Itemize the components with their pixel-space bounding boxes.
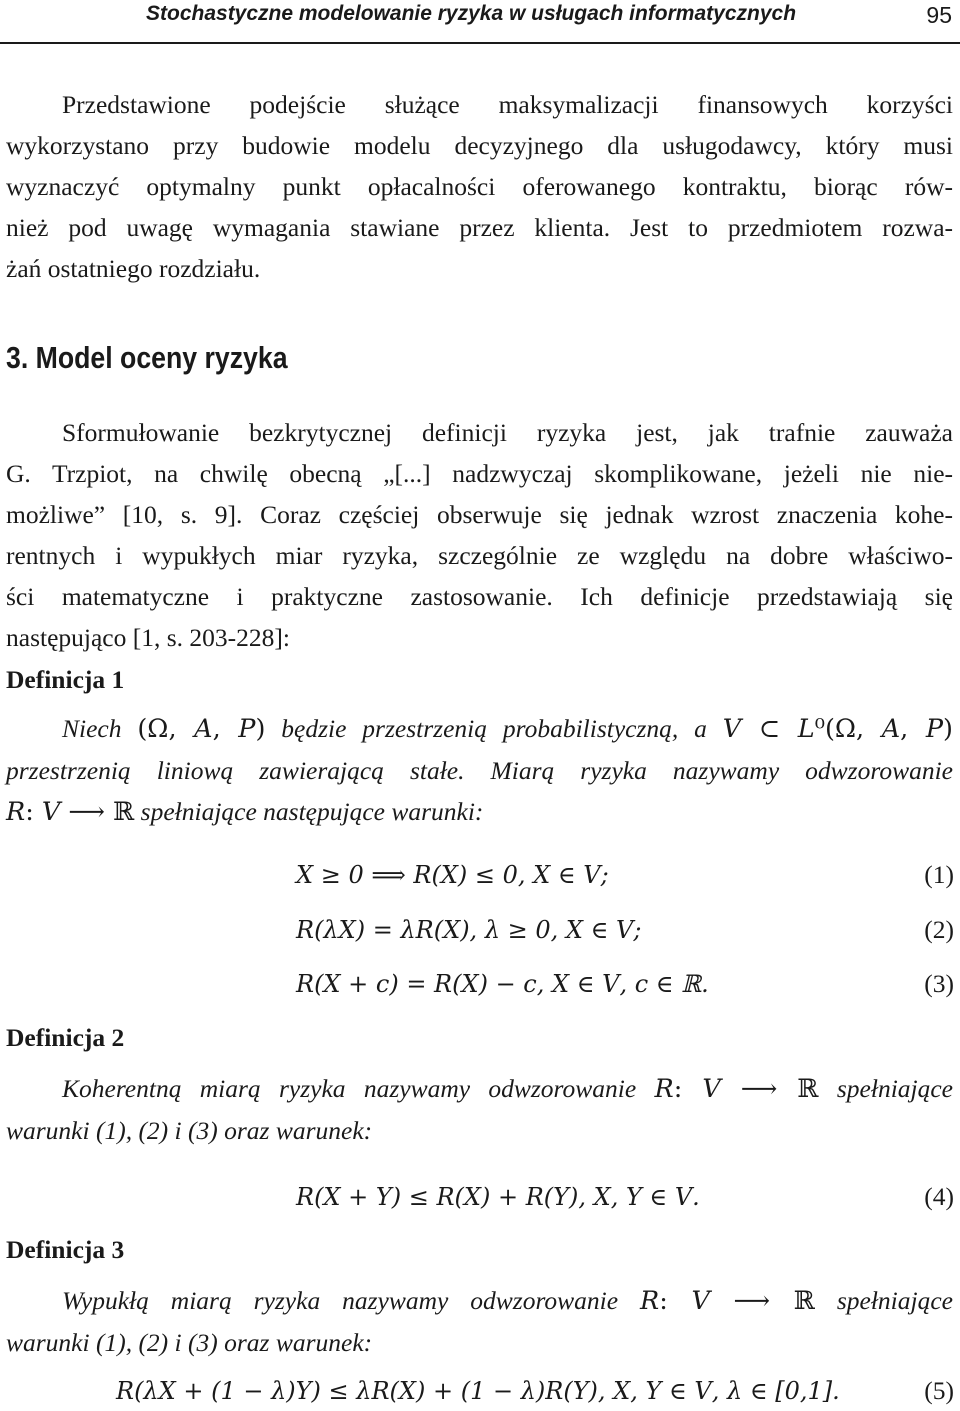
text-line [6, 1068, 953, 1110]
text-fragment: spełniające [814, 1286, 953, 1315]
text-line: następująco [1, s. 203-228]: [6, 623, 290, 652]
section-heading: 3. Model oceny ryzyka [6, 340, 288, 375]
text-line: wykorzystano przy budowie modelu decyzyjnego dla usługodawcy, który musi [6, 131, 953, 160]
definition-1-body [6, 708, 953, 833]
definition-2-heading: Definicja 2 [6, 1023, 125, 1052]
equation-2 [296, 910, 954, 950]
text-line [6, 708, 953, 750]
definition-3-heading: Definicja 3 [6, 1235, 125, 1264]
text-fragment: Wypukłą miarą ryzyka nazywamy odwzorowanie [62, 1286, 641, 1315]
math-expression: 𝑉 ⊂ 𝐿⁰(Ω, 𝐴, 𝑃) [722, 714, 953, 744]
text-fragment: Koherentną miarą ryzyka nazywamy odwzorowanie [62, 1074, 655, 1103]
running-title: Stochastyczne modelowanie ryzyka w usługach informatycznych [146, 2, 797, 25]
equation-number: (5) [924, 1376, 954, 1405]
intro-paragraph [6, 84, 953, 289]
text-line: żań ostatniego rozdziału. [6, 254, 261, 283]
equation-3 [296, 964, 954, 1004]
math-expression: 𝑅: 𝑉 ⟶ ℝ [6, 797, 135, 827]
definition-2-body [6, 1068, 953, 1151]
text-fragment: spełniające [818, 1074, 953, 1103]
text-fragment: Niech [62, 714, 138, 743]
math-expression: (Ω, 𝐴, 𝑃) [137, 714, 266, 744]
text-line: możliwe” [10, s. 9]. Coraz częściej obserwuje się jednak wzrost znaczenia kohe- [6, 500, 953, 529]
text-line: wyznaczyć optymalny punkt opłacalności oferowanego kontraktu, biorąc rów- [6, 172, 953, 201]
equation-number: (4) [924, 1182, 954, 1211]
text-fragment: spełniające następujące warunki: [134, 797, 484, 826]
page-header [0, 0, 960, 44]
text-fragment: będzie przestrzenią probabilistyczną, a [265, 714, 723, 743]
text-line [6, 791, 953, 833]
equation-formula: 𝑋 ≥ 0 ⟹ 𝑅(𝑋) ≤ 0, 𝑋 ∈ 𝑉; [296, 861, 609, 889]
text-line: Sformułowanie bezkrytycznej definicji ryzyka jest, jak trafnie zauważa [62, 418, 953, 447]
equation-1 [296, 855, 954, 895]
equation-number: (3) [924, 969, 954, 998]
equation-formula: 𝑅(𝑋 + 𝑐) = 𝑅(𝑋) − 𝑐, 𝑋 ∈ 𝑉, 𝑐 ∈ ℝ. [296, 970, 709, 998]
text-line: rentnych i wypukłych miar ryzyka, szczególnie ze względu na dobre właściwo- [6, 541, 953, 570]
math-expression: 𝑅: 𝑉 ⟶ ℝ [640, 1286, 815, 1316]
definition-3-body [6, 1280, 953, 1363]
equation-formula: 𝑅(𝜆𝑋 + (1 − 𝜆)𝑌) ≤ 𝜆𝑅(𝑋) + (1 − 𝜆)𝑅(𝑌), 𝑋, 𝑌 ∈ 𝑉, 𝜆 ∈ [0,1]. [116, 1377, 840, 1405]
text-line: warunki (1), (2) i (3) oraz warunek: [6, 1328, 373, 1357]
text-line [6, 1280, 953, 1322]
page-number: 95 [926, 2, 952, 28]
text-line: nież pod uwagę wymagania stawiane przez klienta. Jest to przedmiotem rozwa- [6, 213, 953, 242]
text-line: G. Trzpiot, na chwilę obecną „[...] nadzwyczaj skomplikowane, jeżeli nie nie- [6, 459, 953, 488]
math-expression: 𝑅: 𝑉 ⟶ ℝ [654, 1074, 819, 1104]
section-paragraph [6, 412, 953, 658]
definition-1-heading: Definicja 1 [6, 665, 125, 694]
text-line: ści matematyczne i praktyczne zastosowanie. Ich definicje przedstawiają się [6, 582, 953, 611]
equation-number: (1) [924, 860, 954, 889]
text-line: warunki (1), (2) i (3) oraz warunek: [6, 1116, 373, 1145]
equation-formula: 𝑅(𝑋 + 𝑌) ≤ 𝑅(𝑋) + 𝑅(𝑌), 𝑋, 𝑌 ∈ 𝑉. [296, 1183, 700, 1211]
text-line: przestrzenią liniową zawierającą stałe. Miarą ryzyka nazywamy odwzorowanie [6, 756, 953, 785]
equation-number: (2) [924, 915, 954, 944]
equation-5 [116, 1371, 954, 1411]
text-line: Przedstawione podejście służące maksymalizacji finansowych korzyści [62, 90, 953, 119]
equation-4 [296, 1177, 954, 1217]
equation-formula: 𝑅(𝜆𝑋) = 𝜆𝑅(𝑋), 𝜆 ≥ 0, 𝑋 ∈ 𝑉; [296, 916, 642, 944]
